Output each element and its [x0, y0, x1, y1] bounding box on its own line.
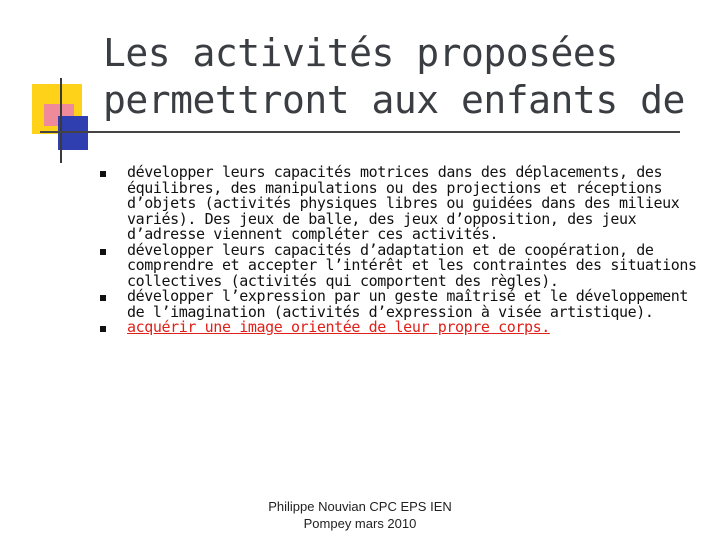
bullet-item [100, 165, 710, 243]
slide-title-line-1: Les activités proposées [103, 31, 618, 75]
slide-title-line-2: permettront aux enfants de [103, 78, 685, 122]
footer-author: Philippe Nouvian CPC EPS IEN [268, 499, 452, 514]
footer-date: Pompey mars 2010 [303, 516, 417, 531]
bullet-item-highlighted[interactable] [100, 320, 710, 336]
highlighted-link-text[interactable]: acquérir une image orientée de leur propre corps. [127, 318, 550, 336]
bullet-list [100, 165, 710, 336]
decorative-blue-square [58, 116, 88, 150]
bullet-item [100, 240, 710, 290]
bullet-square-icon [100, 295, 106, 301]
bullet-text: développer leurs capacités motrices dans des déplacements, des équilibres, des manipulations ou des projections et réceptions d’objets (activités physiques libres ou guidées dans des milieux variés). Des jeux de balle, des jeux d’opposition, des jeux d’adresse viennent compléter ces activités. [127, 163, 680, 243]
bullet-square-icon [100, 326, 106, 332]
bullet-text: développer leurs capacités d’adaptation et de coopération, de comprendre et accepter l’intérêt et les contraintes des situations collectives (activités qui comportent des règles). [127, 240, 697, 290]
decorative-vertical-line [60, 78, 62, 163]
bullet-square-icon [100, 249, 106, 255]
bullet-square-icon [100, 171, 106, 177]
slide-footer [230, 498, 490, 532]
bullet-text: développer l’expression par un geste maîtrisé et le développement de l’imagination (activités d’expression à visée artistique). [127, 287, 688, 321]
bullet-item [100, 289, 710, 320]
slide-title [103, 30, 703, 124]
title-underline-rule [40, 131, 680, 133]
